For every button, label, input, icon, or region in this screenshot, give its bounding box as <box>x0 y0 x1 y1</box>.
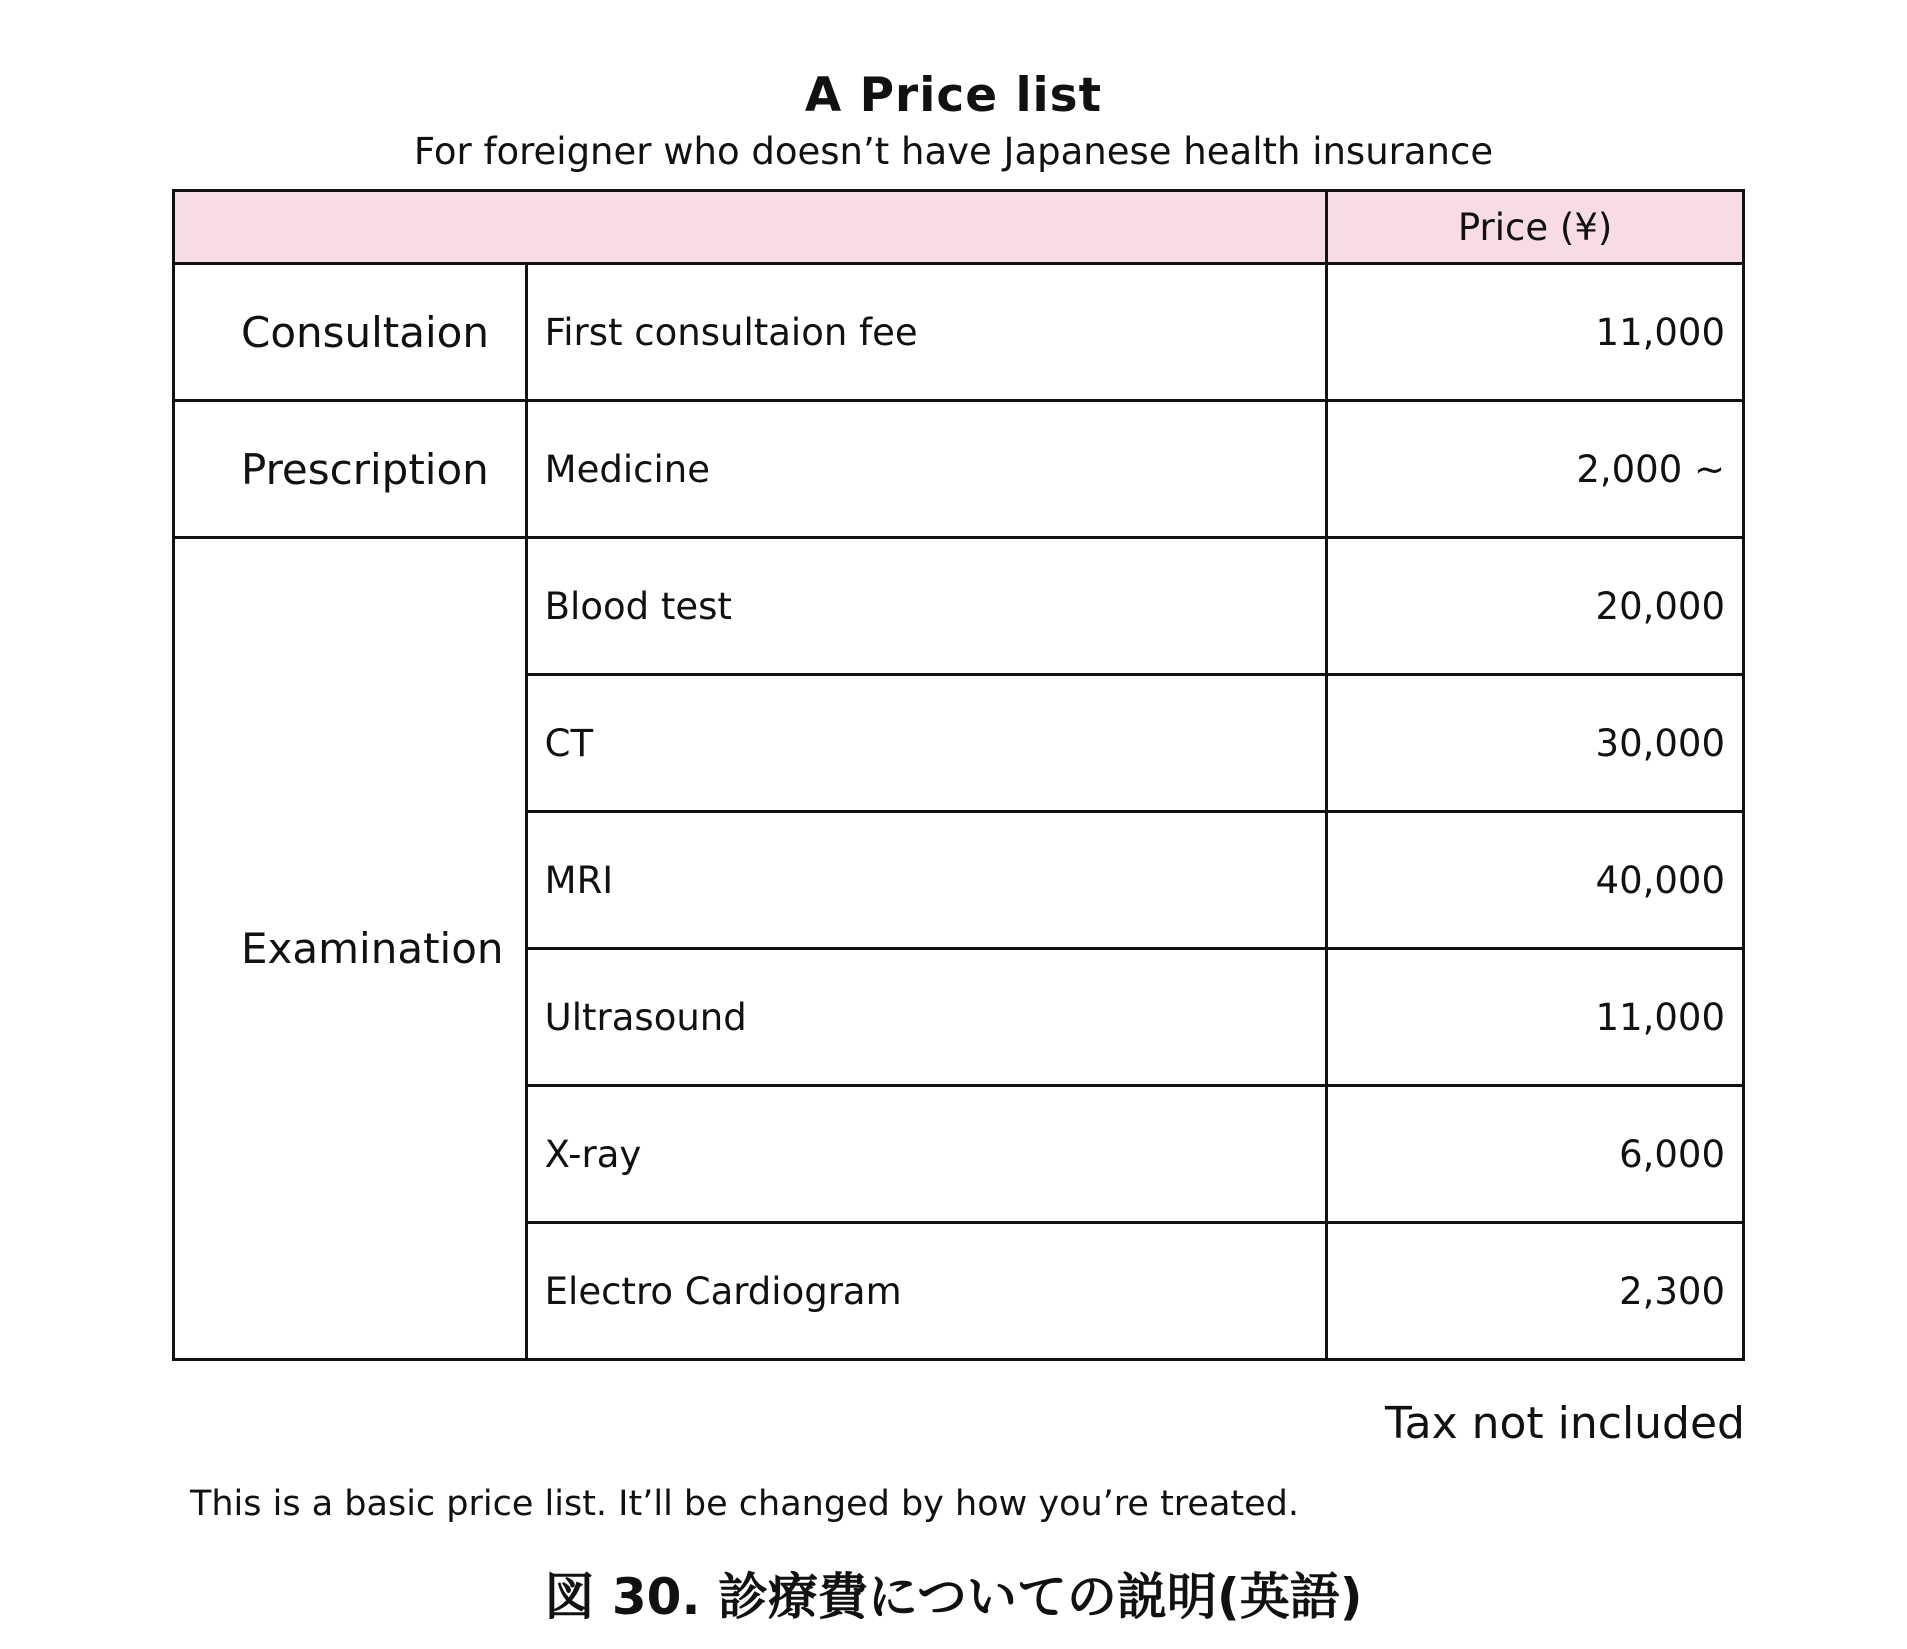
category-consultation: Consultaion <box>174 264 527 401</box>
price-cell: 20,000 <box>1327 538 1744 675</box>
header-blank-cell <box>174 191 1327 264</box>
table-row <box>174 538 1744 675</box>
item-cell: Ultrasound <box>526 949 1327 1086</box>
category-examination: Examination <box>174 538 527 1360</box>
tax-note: Tax not included <box>1385 1398 1745 1449</box>
price-cell: 30,000 <box>1327 675 1744 812</box>
basic-price-note: This is a basic price list. It’ll be changed by how you’re treated. <box>190 1484 1299 1524</box>
price-list-title: A Price list <box>804 68 1103 123</box>
category-prescription: Prescription <box>174 401 527 538</box>
item-cell: Blood test <box>526 538 1327 675</box>
item-cell: MRI <box>526 812 1327 949</box>
price-cell: 11,000 <box>1327 264 1744 401</box>
price-list-subtitle: For foreigner who doesn’t have Japanese health insurance <box>413 130 1494 173</box>
price-cell: 6,000 <box>1327 1086 1744 1223</box>
table-row <box>174 264 1744 401</box>
header-price-cell: Price (¥) <box>1327 191 1744 264</box>
price-cell: 11,000 <box>1327 949 1744 1086</box>
price-table <box>172 189 1745 1361</box>
table-row <box>174 401 1744 538</box>
item-cell: X-ray <box>526 1086 1327 1223</box>
price-cell: 2,000 ~ <box>1327 401 1744 538</box>
item-cell: Medicine <box>526 401 1327 538</box>
item-cell: Electro Cardiogram <box>526 1223 1327 1360</box>
price-cell: 2,300 <box>1327 1223 1744 1360</box>
item-cell: First consultaion fee <box>526 264 1327 401</box>
figure-caption: 図 30. 診療費についての説明(英語) <box>544 1568 1363 1626</box>
table-header-row <box>174 191 1744 264</box>
price-cell: 40,000 <box>1327 812 1744 949</box>
item-cell: CT <box>526 675 1327 812</box>
